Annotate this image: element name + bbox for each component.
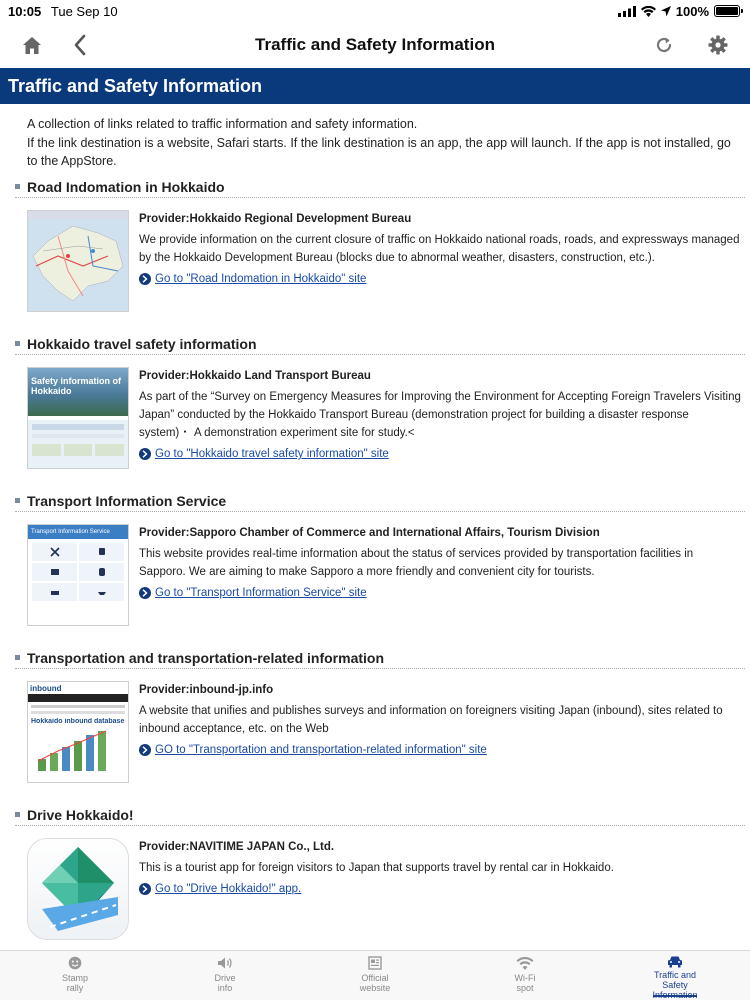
speaker-icon [216,955,234,971]
status-left [8,4,118,19]
section-body [139,210,742,288]
page-title-banner: Traffic and Safety Information [0,68,750,104]
ship-icon [79,583,124,601]
provider-label: Provider:Hokkaido Regional Development Bureau [139,213,412,225]
drive-hokkaido-app-icon[interactable] [27,838,129,940]
travel-safety-link[interactable] [139,445,742,463]
nav-title: Traffic and Safety Information [255,35,495,54]
bus-icon [32,563,77,581]
thumb-header: Transport Information Service [28,525,128,539]
section-description: A website that unifies and publishes surveys and information on foreigners visiting Japan (inbound), sites related to inbound acceptance, etc. on the Web [139,705,723,735]
plane-icon [32,543,77,561]
transport-service-link[interactable] [139,584,742,602]
chevron-left-icon [73,34,87,56]
section-title: Road Indomation in Hokkaido [27,178,225,195]
provider-label: Provider:Sapporo Chamber of Commerce and International Affairs, Tourism Division [139,527,600,539]
section-body [139,367,742,463]
content-area [0,104,750,950]
section-body [139,524,742,602]
section-header [15,333,745,355]
home-button[interactable] [12,22,52,68]
link-text[interactable]: Go to "Drive Hokkaido!" app. [155,883,302,895]
battery-percent: 100% [675,3,709,19]
gear-icon [708,35,728,55]
thumb-caption: Safety information of Hokkaido [31,376,122,396]
tab-label-line1: Stamp [61,973,88,983]
thumb-caption: Hokkaido inbound database [31,718,125,725]
road-map-thumbnail[interactable] [27,210,129,312]
bullet-square-icon [15,498,20,503]
section-header [15,176,745,198]
active-tab-indicator [653,995,697,997]
battery-icon [714,5,740,17]
provider-label: Provider:NAVITIME JAPAN Co., Ltd. [139,841,335,853]
taxi-icon [32,583,77,601]
tab-label-line2: spot [516,983,534,993]
tab-label-line1: Wi-Fi [514,973,536,983]
tab-official-website[interactable] [300,951,450,1000]
tab-label-line1: Official [361,973,389,983]
chevron-right-circle-icon [139,744,151,756]
tab-traffic-safety[interactable] [600,951,750,1000]
status-bar [0,0,750,22]
subway-icon [79,563,124,581]
wifi-icon [516,955,534,971]
home-icon [22,36,42,55]
signal-icon [618,6,636,17]
reload-button[interactable] [644,22,684,68]
intro-line-2: If the link destination is a website, Safari starts. If the link destination is an app, the app will launch. If the app is not installed, go to the AppStore. [27,135,731,168]
section-body [139,681,742,759]
section-title: Hokkaido travel safety information [27,335,257,352]
inbound-logo [28,682,128,694]
chevron-right-circle-icon [139,587,151,599]
back-button[interactable] [60,22,100,68]
status-time: 10:05 [8,3,42,19]
section-description: This website provides real-time information about the status of services provided by transportation facilities in Sapporo. We are aiming to make Sapporo a more friendly and convenient city for tourists. [139,548,694,578]
tab-label-line2: website [359,983,391,993]
tab-label-line1: Traffic and [653,970,697,980]
provider-label: Provider:inbound-jp.info [139,684,274,696]
intro-text [0,104,750,171]
drive-hokkaido-link[interactable] [139,880,742,898]
bullet-square-icon [15,341,20,346]
tab-label-line2: Safety [662,980,688,990]
status-right [618,4,740,19]
status-date: Tue Sep 10 [50,3,118,19]
section-header [15,804,745,826]
website-icon [368,955,382,971]
intro-line-1: A collection of links related to traffic information and safety information. [27,117,418,131]
tab-label-line2: rally [66,983,84,993]
chevron-right-circle-icon [139,448,151,460]
road-info-link[interactable] [139,270,742,288]
tab-bar [0,950,750,1000]
inbound-logo-text: inbound [30,683,62,693]
travel-safety-thumbnail[interactable] [27,367,129,469]
tab-label-line1: Drive [214,973,236,983]
bullet-square-icon [15,655,20,660]
settings-button[interactable] [698,22,738,68]
tab-stamp-rally[interactable] [0,951,150,1000]
smiley-icon [68,955,82,971]
bullet-square-icon [15,812,20,817]
section-body [139,838,742,898]
reload-icon [654,35,674,55]
nav-bar [0,22,750,68]
train-icon [79,543,124,561]
section-header [15,647,745,669]
wifi-icon [641,6,656,17]
chevron-right-circle-icon [139,883,151,895]
chevron-right-circle-icon [139,273,151,285]
car-icon [667,955,683,968]
section-header [15,490,745,512]
tab-wifi-spot[interactable] [450,951,600,1000]
section-title: Drive Hokkaido! [27,806,134,823]
link-text[interactable]: Go to "Transport Information Service" site [155,587,367,599]
inbound-thumbnail[interactable] [27,681,129,783]
section-description: This is a tourist app for foreign visitors to Japan that supports travel by rental car in Hokkaido. [139,862,614,874]
transport-service-thumbnail[interactable] [27,524,129,626]
inbound-info-link[interactable] [139,741,742,759]
bullet-square-icon [15,184,20,189]
section-title: Transport Information Service [27,492,227,509]
location-icon [661,6,671,17]
bar-graph-image [28,727,128,773]
tab-label-line2: info [217,983,233,993]
link-text[interactable]: Go to "Road Indomation in Hokkaido" site [155,273,367,285]
link-text[interactable]: Go to "Hokkaido travel safety information" site [155,448,389,460]
app-logo-icon [28,839,128,939]
section-title: Transportation and transportation-related information [27,649,385,666]
provider-label: Provider:Hokkaido Land Transport Bureau [139,370,371,382]
tab-drive-info[interactable] [150,951,300,1000]
section-description: We provide information on the current closure of traffic on Hokkaido national roads, roads, and expressways managed by the Hokkaido Development Bureau (blocks due to abnormal weather, disasters, construction, etc.). [139,234,740,264]
section-description: As part of the “Survey on Emergency Measures for Improving the Environment for Accepting Foreign Travelers Visiting Japan” conducted by the Hokkaido Transport Bureau (demonstration project for building a disaster response system)・ A demonstration experiment site for study.< [139,391,741,439]
map-image [28,211,128,311]
link-text[interactable]: GO to "Transportation and transportation-related information" site [155,744,487,756]
landscape-image [28,368,128,416]
